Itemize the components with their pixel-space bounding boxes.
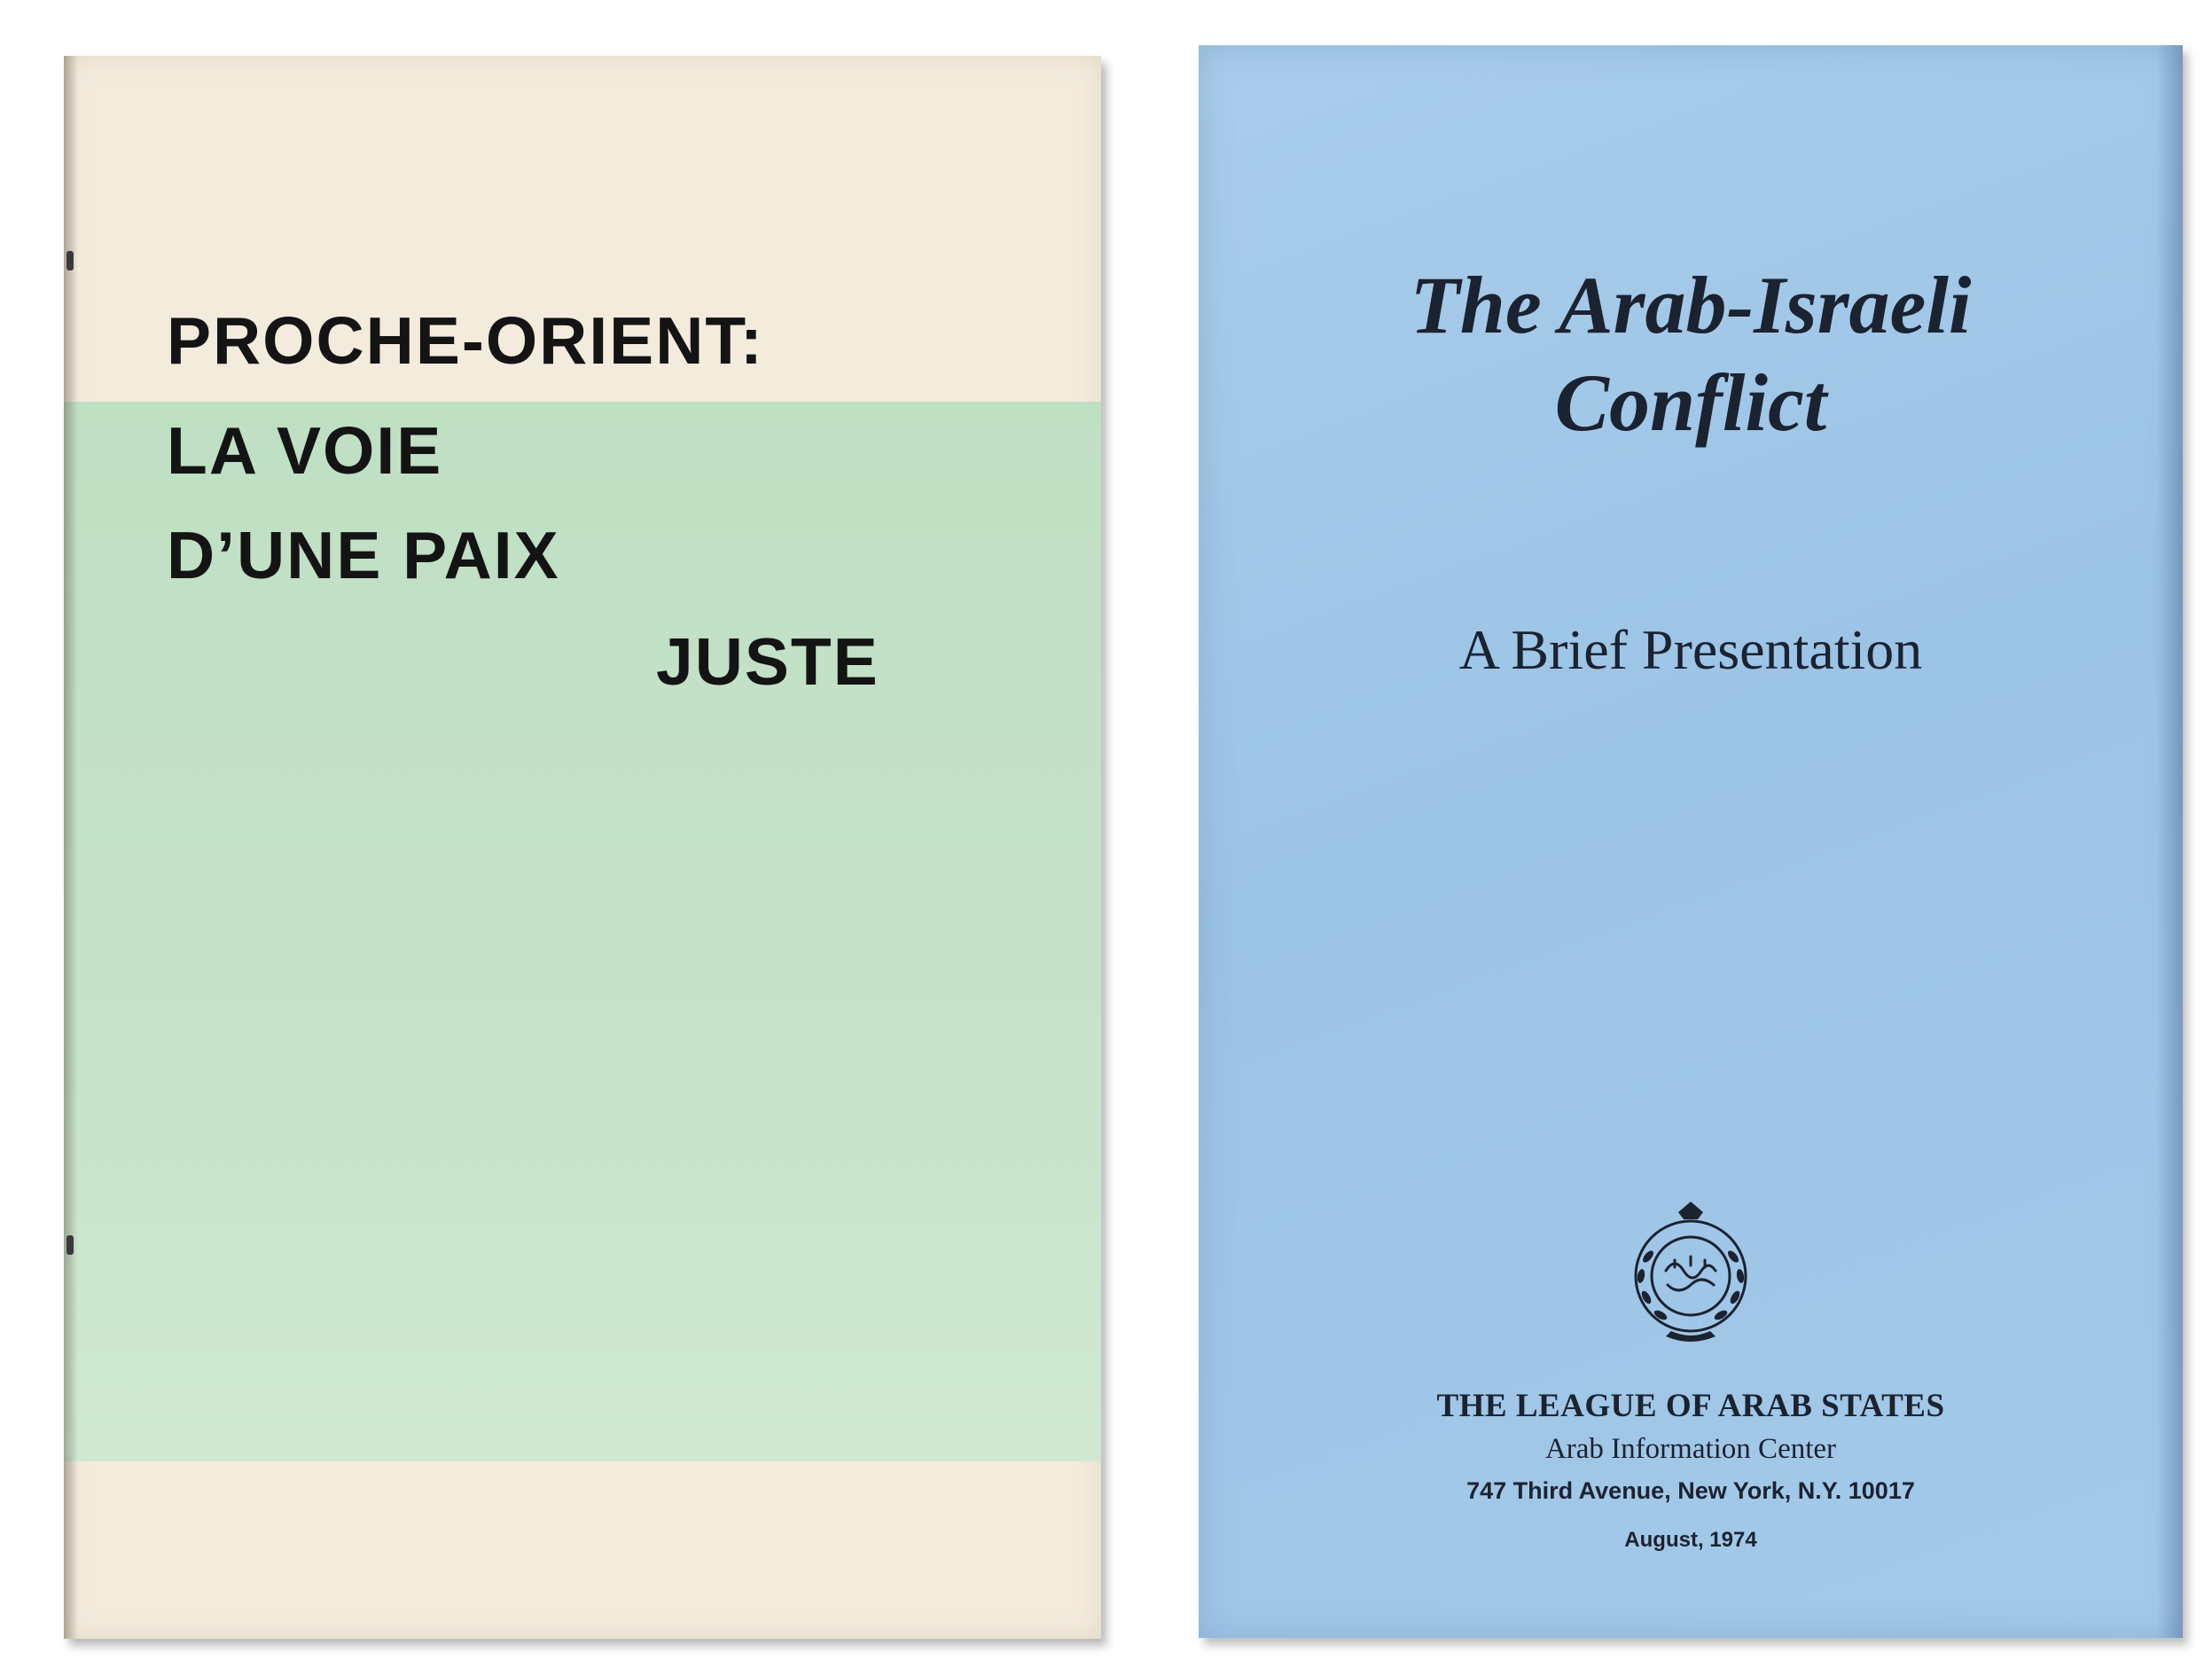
- spine-shadow: [64, 56, 78, 1639]
- center-name: Arab Information Center: [1544, 1433, 1837, 1465]
- league-emblem-icon: [1613, 1194, 1769, 1351]
- left-booklet-cover: [64, 56, 1101, 1639]
- left-title-line-2: LA VOIE: [167, 413, 443, 488]
- left-title-line-1: PROCHE-ORIENT:: [167, 303, 764, 378]
- right-title-line-2: Conflict: [1554, 357, 1827, 448]
- staple-bottom: [66, 1235, 74, 1255]
- staple-top: [66, 251, 74, 270]
- left-title-line-3: D’UNE PAIX: [167, 518, 560, 592]
- left-title-line-4: JUSTE: [656, 624, 879, 699]
- right-title-line-1: The Arab-Israeli: [1410, 260, 1972, 350]
- right-booklet-cover: [1199, 45, 2183, 1638]
- right-subtitle: A Brief Presentation: [1458, 618, 1923, 681]
- publisher-name: THE LEAGUE OF ARAB STATES: [1436, 1388, 1945, 1424]
- address-line: 747 Third Avenue, New York, N.Y. 10017: [1466, 1477, 1915, 1504]
- publication-date: August, 1974: [1624, 1528, 1757, 1552]
